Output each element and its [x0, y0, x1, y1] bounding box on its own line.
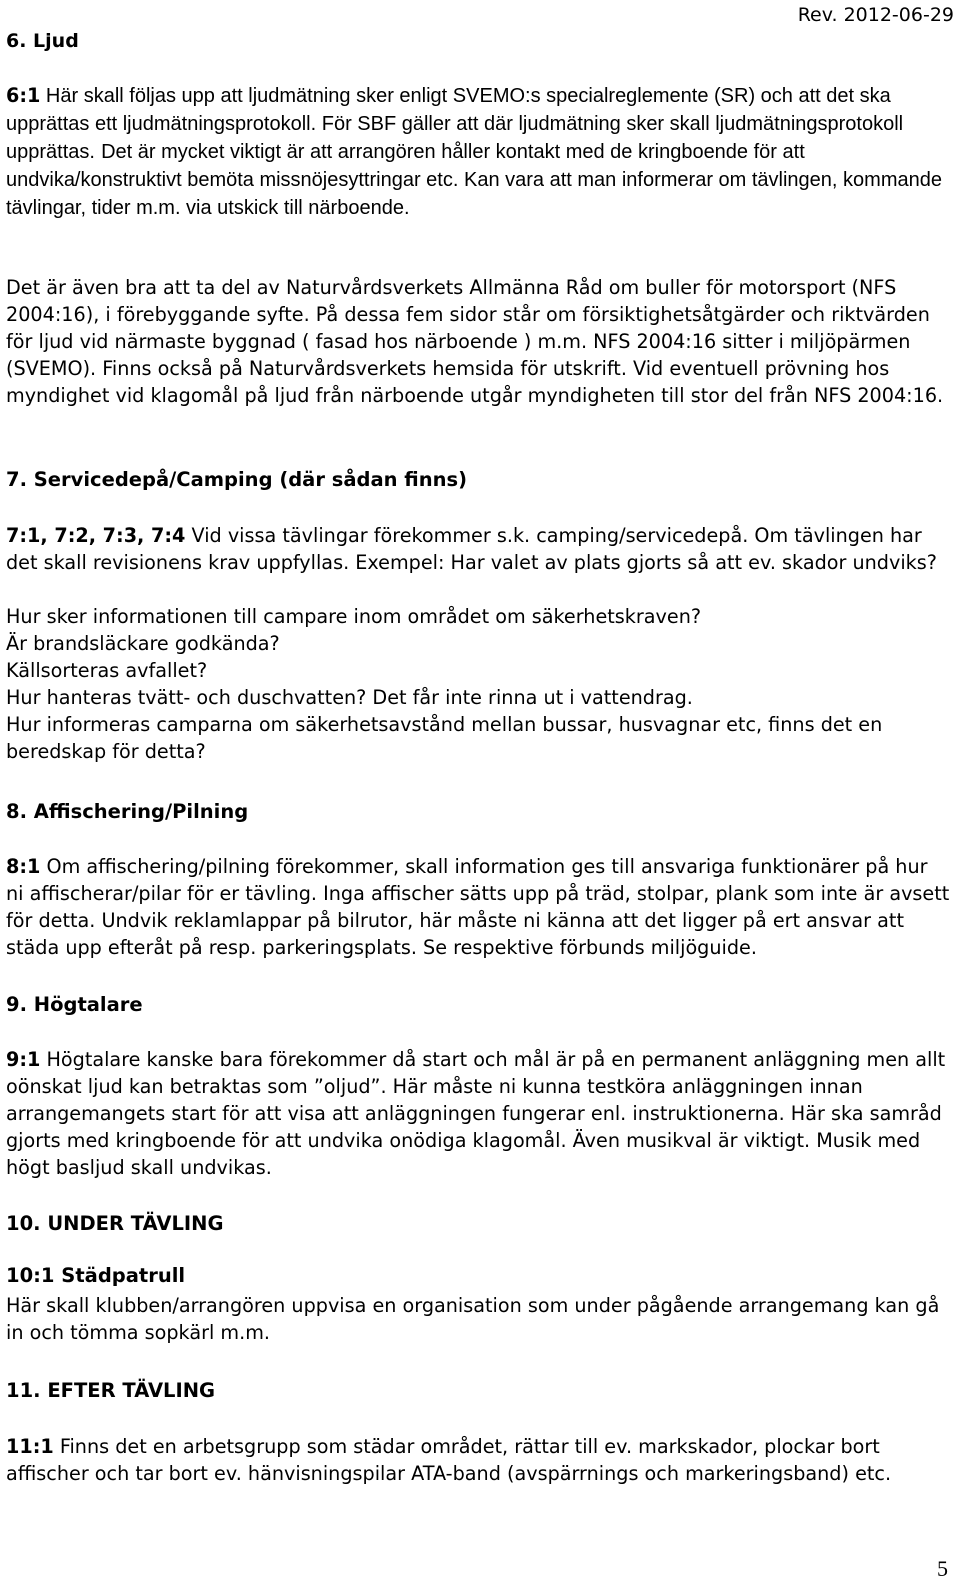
revision-date: Rev. 2012-06-29 — [797, 4, 954, 26]
clause-label-9-1: 9:1 — [6, 1048, 41, 1071]
paragraph-11-text: Finns det en arbetsgrupp som städar området, rättar till ev. markskador, plockar bort affischer och tar bort ev. hänvisningspilar ATA-band (avspärrnings och markeringsband) etc. — [6, 1435, 892, 1485]
paragraph-7-text: Vid vissa tävlingar förekommer s.k. camping/servicedepå. Om tävlingen har det skall revisionens krav uppfyllas. Exempel: Har valet av plats gjorts så att ev. skador undviks? — [6, 524, 937, 574]
list-item: Hur informeras camparna om säkerhetsavstånd mellan bussar, husvagnar etc, finns det en beredskap för detta? — [6, 713, 883, 763]
section-heading-7: 7. Servicedepå/Camping (där sådan finns) — [6, 468, 468, 491]
section-heading-11: 11. EFTER TÄVLING — [6, 1379, 216, 1402]
clause-label-6-1: 6:1 — [6, 84, 41, 107]
list-item: Är brandsläckare godkända? — [6, 632, 280, 655]
paragraph-11-1 — [6, 1433, 951, 1487]
paragraph-6-2: Det är även bra att ta del av Naturvårdsverkets Allmänna Råd om buller för motorsport (NFS 2004:16), i förebyggande syfte. På dessa fem sidor står om försiktighetsåtgärder och riktvärden för ljud vid närmaste byggnad ( fasad hos närboende ) m.m. NFS 2004:16 sitter i miljöpärmen (SVEMO). Finns också på Naturvårdsverkets hemsida för utskrift. Vid eventuell prövning hos myndighet vid klagomål på ljud från närboende utgår myndigheten till stor del från NFS 2004:16. — [6, 276, 944, 407]
page-number: 5 — [937, 1556, 948, 1581]
subheading-10-1: 10:1 Städpatrull — [6, 1264, 186, 1287]
paragraph-6-1-text-b: Det är mycket viktigt är att arrangören håller kontakt med de kringboende för att undvika/konstruktivt bemöta missnöjesyttringar etc. — [6, 141, 805, 191]
paragraph-6-1-text-a: Här skall följas upp att ljudmätning sker enligt SVEMO:s specialreglemente (SR) och att det ska upprättas ett ljudmätningsprotokoll. För SBF gäller att där ljudmätning sker skall ljudmätningsprotokoll upprättas. — [6, 85, 904, 163]
paragraph-7-1 — [6, 522, 951, 576]
paragraph-6-1 — [6, 82, 951, 222]
section-heading-8: 8. Affischering/Pilning — [6, 800, 249, 823]
section-heading-9: 9. Högtalare — [6, 993, 143, 1016]
clause-label-11-1: 11:1 — [6, 1435, 54, 1458]
clause-label-8-1: 8:1 — [6, 855, 41, 878]
paragraph-9-1 — [6, 1046, 951, 1181]
paragraph-8-text: Om affischering/pilning förekommer, skall information ges till ansvariga funktionärer på hur ni affischerar/pilar för er tävling. Inga affischer sätts upp på träd, stolpar, plank som inte är avsett för detta. Undvik reklamlappar på bilrutor, här måste ni känna att det ligger på ert ansvar att städa upp efteråt på resp. parkeringsplats. Se respektive förbunds miljöguide. — [6, 855, 950, 959]
paragraph-8-1 — [6, 853, 951, 961]
section-heading-10: 10. UNDER TÄVLING — [6, 1212, 224, 1235]
section-heading-6: 6. Ljud — [6, 30, 79, 52]
list-item: Källsorteras avfallet? — [6, 659, 208, 682]
paragraph-10-1: Här skall klubben/arrangören uppvisa en organisation som under pågående arrangemang kan gå in och tömma sopkärl m.m. — [6, 1294, 940, 1344]
clause-label-7: 7:1, 7:2, 7:3, 7:4 — [6, 524, 186, 547]
paragraph-9-text: Högtalare kanske bara förekommer då start och mål är på en permanent anläggning men allt oönskat ljud kan betraktas som ”oljud”. Här måste ni kunna testköra anläggningen innan arrangemangets start för att visa att anläggningen fungerar enl. instruktionerna. Här ska samråd gjorts med kringboende för att undvika onödiga klagomål. Även musikval är viktigt. Musik med högt basljud skall undvikas. — [6, 1048, 946, 1179]
paragraph-6-1-text-c: Kan vara att man informerar om tävlingen, kommande tävlingar, tider m.m. via utskick till närboende. — [6, 169, 942, 219]
section-7-question-list — [6, 603, 951, 765]
list-item: Hur hanteras tvätt- och duschvatten? Det får inte rinna ut i vattendrag. — [6, 686, 693, 709]
list-item: Hur sker informationen till campare inom området om säkerhetskraven? — [6, 605, 702, 628]
